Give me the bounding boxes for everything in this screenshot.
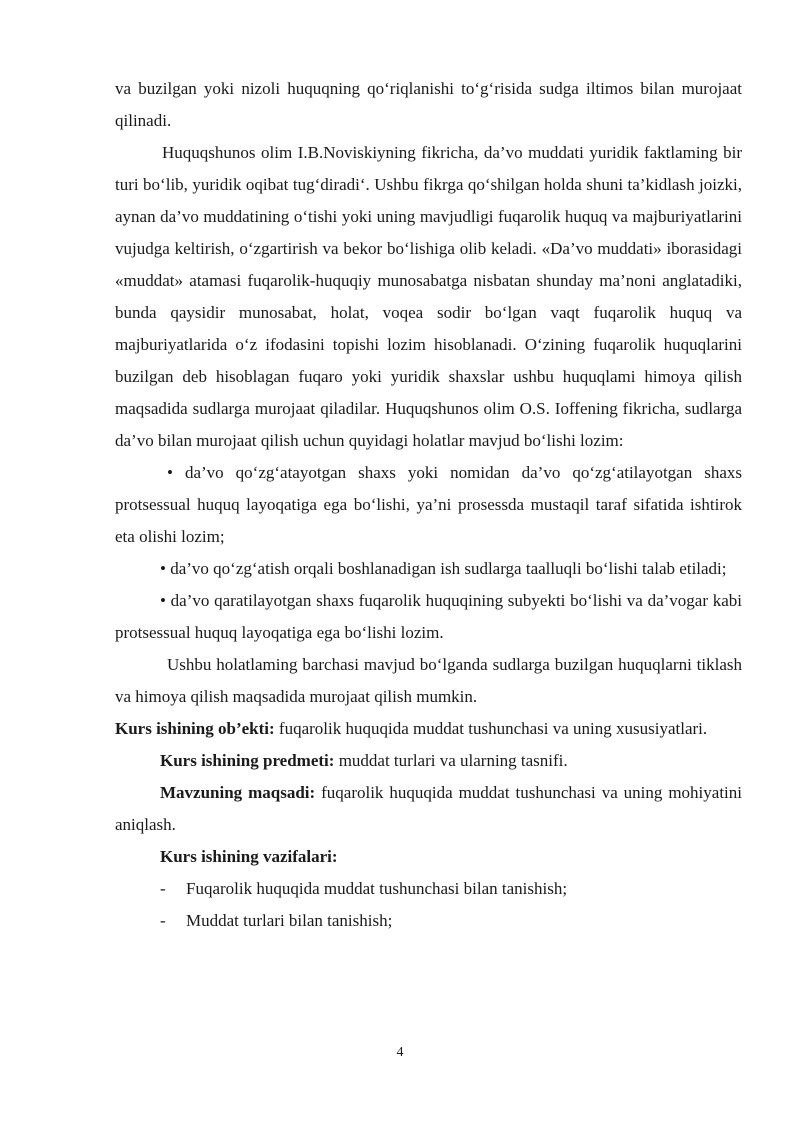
task-dash: - bbox=[160, 911, 166, 930]
bullet-item-2: • da’vo qo‘zg‘atish orqali boshlanadigan ish sudlarga taalluqli bo‘lishi talab etiladi; bbox=[160, 559, 727, 578]
course-subject-text: muddat turlari va ularning tasnifi. bbox=[334, 751, 568, 770]
paragraph-noviskiy: Huquqshunos olim I.B.Noviskiyning fikricha, da’vo muddati yuridik faktlaming bir turi bo‘lib, yuridik oqibat tug‘diradi‘. Ushbu fikrga qo‘shilgan holda shuni ta’kidlash joizki, aynan da’vo muddatining o‘tishi yoki uning mavjudligi fuqarolik huquq va majburiyatlarini vujudga keltirish, o‘zgartirish va bekor bo‘lishiga olib keladi. «Da’vo muddati» iborasidagi «muddat» atamasi fuqarolik-huquqiy munosabatga nisbatan shunday ma’noni anglatadiki, bunda qaysidir munosabat, holat, voqea sodir bo‘lgan vaqt fuqarolik huquq va majburiyatlarida o‘z ifodasini topishi lozim hisoblanadi. O‘zining fuqarolik huquqlarini buzilgan deb hisoblagan fuqaro yoki yuridik shaxslar ushbu huquqlami himoya qilish maqsadida sudlarga murojaat qiladilar. Huquqshunos olim O.S. Ioffening fikricha, sudlarga da’vo bilan murojaat qilish uchun quyidagi holatlar mavjud bo‘lishi lozim: bbox=[115, 143, 742, 450]
topic-goal-label: Mavzuning maqsadi: bbox=[160, 783, 316, 802]
course-object-label: Kurs ishining ob’ekti: bbox=[115, 719, 275, 738]
page-number: 4 bbox=[396, 1045, 404, 1060]
task-item-text: Fuqarolik huquqida muddat tushunchasi bilan tanishish; bbox=[186, 879, 568, 898]
topic-goal-text: fuqarolik huquqida muddat tushunchasi va uning mohiyatini aniqlash. bbox=[115, 783, 742, 834]
paragraph-continuation: va buzilgan yoki nizoli huquqning qo‘riqlanishi to‘g‘risida sudga iltimos bilan murojaat qilinadi. bbox=[115, 79, 742, 130]
task-dash: - bbox=[160, 879, 166, 898]
task-item-text: Muddat turlari bilan tanishish; bbox=[186, 911, 393, 930]
course-subject bbox=[115, 745, 742, 777]
course-object-text: fuqarolik huquqida muddat tushunchasi va uning xususiyatlari. bbox=[274, 719, 708, 738]
paragraph-conclusion: Ushbu holatlaming barchasi mavjud bo‘lganda sudlarga buzilgan huquqlarni tiklash va himoya qilish maqsadida murojaat qilish mumkin. bbox=[115, 655, 742, 706]
course-subject-label: Kurs ishining predmeti: bbox=[160, 751, 335, 770]
bullet-item-1: • da’vo qo‘zg‘atayotgan shaxs yoki nomidan da’vo qo‘zg‘atilayotgan shaxs protsessual huquq layoqatiga ega bo‘lishi, ya’ni prosessda mustaqil taraf sifatida ishtirok eta olishi lozim; bbox=[115, 463, 742, 546]
topic-goal bbox=[115, 777, 742, 841]
task-item-1 bbox=[115, 873, 742, 905]
page-body bbox=[115, 73, 742, 937]
bullet-item-3: • da’vo qaratilayotgan shaxs fuqarolik huquqining subyekti bo‘lishi va da’vogar kabi protsessual huquq layoqatiga ega bo‘lishi lozim. bbox=[115, 591, 742, 642]
task-item-2 bbox=[115, 905, 742, 937]
course-tasks-label: Kurs ishining vazifalari: bbox=[160, 847, 338, 866]
course-object bbox=[115, 713, 742, 745]
course-tasks-heading bbox=[115, 841, 742, 873]
